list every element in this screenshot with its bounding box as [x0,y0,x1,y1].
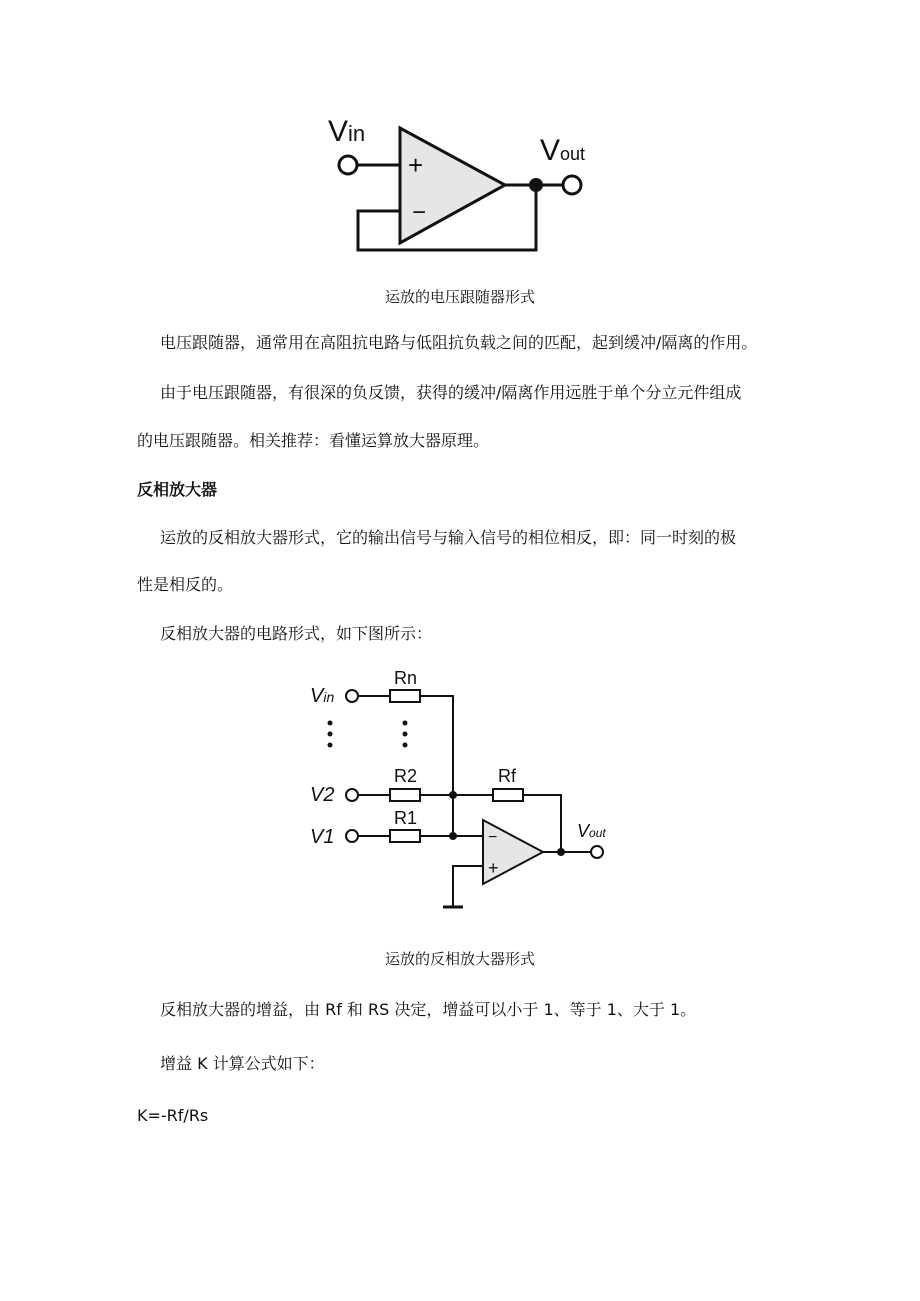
ground-wire [453,866,483,906]
plus-sign-fig2: + [488,858,499,878]
paragraph-gain-formula-intro: 增益 K 计算公式如下： [160,1054,325,1073]
paragraph-circuit-intro: 反相放大器的电路形式，如下图所示： [160,624,433,643]
v1-terminal [346,830,358,842]
section-heading-inverting-amplifier: 反相放大器 [137,480,218,499]
ellipsis-dot [403,732,408,737]
vin-terminal-fig2 [346,690,358,702]
resistor-r2 [390,789,420,801]
paragraph-inverting-desc-line2: 性是相反的。 [137,575,234,594]
paragraph-voltage-follower-benefit-line1: 由于电压跟随器，有很深的负反馈，获得的缓冲/隔离作用远胜于单个分立元件组成 [160,383,742,402]
voltage-follower-diagram [320,108,600,258]
vin-terminal [339,156,357,174]
paragraph-voltage-follower-benefit-line2: 的电压跟随器。相关推荐：看懂运算放大器原理。 [137,431,490,450]
ellipsis-dot [328,743,333,748]
figure2-caption: 运放的反相放大器形式 [384,950,535,968]
vout-label-fig2: Vout [577,821,606,841]
paragraph-voltage-follower-use: 电压跟随器，通常用在高阻抗电路与低阻抗负载之间的匹配，起到缓冲/隔离的作用。 [160,333,758,352]
vin-label-fig2: Vin [310,685,335,707]
gain-formula: K=-Rf/Rs [137,1106,209,1125]
v2-label: V2 [310,784,335,806]
figure1-caption: 运放的电压跟随器形式 [384,288,535,306]
rf-label: Rf [498,766,516,786]
paragraph-gain-description: 反相放大器的增益，由 Rf 和 RS 决定，增益可以小于 1、等于 1、大于 1。 [160,1000,697,1019]
r2-label: R2 [394,766,418,786]
plus-sign: + [408,150,424,180]
vout-label: Vout [540,134,586,167]
junction-dot-bottom [449,832,457,840]
r1-label: R1 [394,808,418,828]
resistor-rn [390,690,420,702]
vout-terminal-fig2 [591,846,603,858]
v1-label: V1 [310,826,335,848]
minus-sign-fig2: − [488,829,498,846]
inverting-amplifier-diagram [305,662,615,917]
ellipsis-dot [328,721,333,726]
resistor-rf [493,789,523,801]
ellipsis-dot [403,743,408,748]
vout-terminal [563,176,581,194]
v2-terminal [346,789,358,801]
output-node-dot-fig2 [557,848,565,856]
ellipsis-dot [403,721,408,726]
rn-to-junction-wire [420,696,453,795]
paragraph-inverting-desc-line1: 运放的反相放大器形式，它的输出信号与输入信号的相位相反，即：同一时刻的极 [160,528,737,547]
ellipsis-dot [328,732,333,737]
resistor-r1 [390,830,420,842]
minus-sign: − [412,199,427,226]
rn-label: Rn [394,668,418,688]
vin-label: Vin [328,115,366,148]
